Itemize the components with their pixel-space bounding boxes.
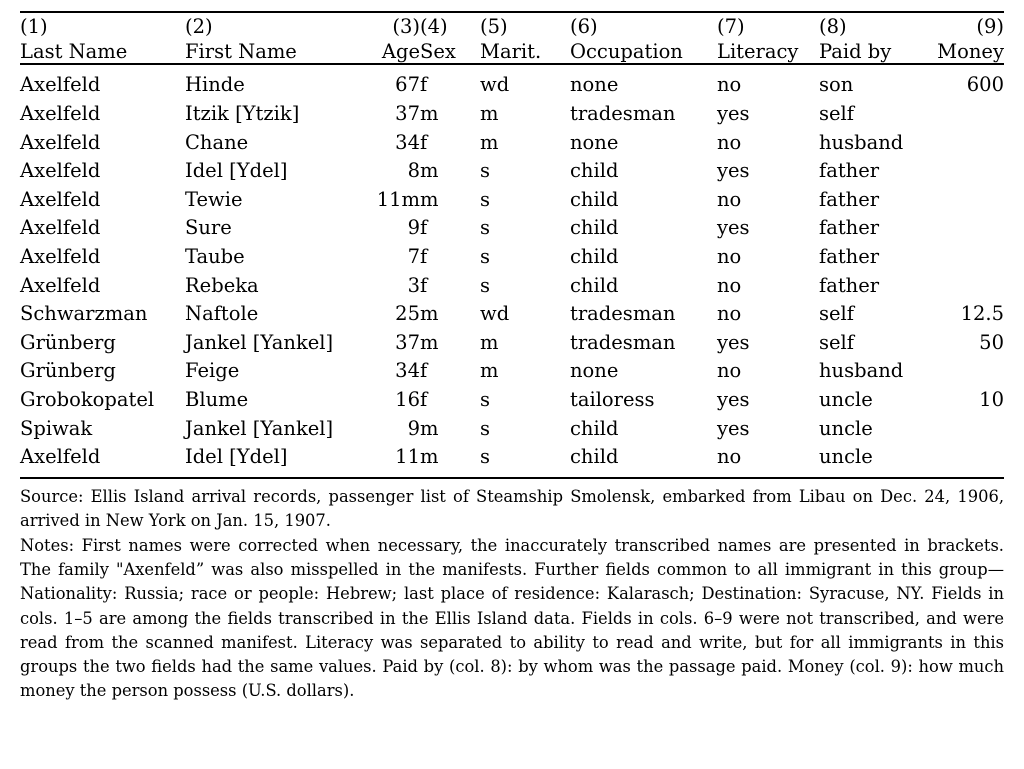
cell-sex: m — [420, 187, 439, 211]
cell-age: 37 — [395, 330, 420, 354]
table-bottom-rule — [20, 477, 1004, 479]
cell-occupation: child — [570, 159, 619, 183]
cell-occupation: child — [570, 216, 619, 240]
cell-first-name: Naftole — [185, 302, 259, 326]
cell-money — [922, 100, 1004, 129]
cell-paid-by: self — [819, 330, 855, 354]
cell-marital: s — [480, 387, 491, 411]
cell-sex: f — [420, 216, 428, 240]
cell-sex: f — [420, 359, 428, 383]
cell-literacy: no — [717, 445, 742, 469]
column-number-5: (5) — [480, 15, 508, 39]
cell-paid-by: son — [819, 73, 854, 97]
cell-sex: f — [420, 273, 428, 297]
cell-last-name: Schwarzman — [20, 302, 148, 326]
column-header-last-name: Last Name — [20, 40, 128, 64]
cell-first-name: Blume — [185, 387, 249, 411]
cell-last-name: Axelfeld — [20, 216, 101, 240]
cell-last-name: Axelfeld — [20, 445, 101, 469]
cell-paid-by: father — [819, 187, 880, 211]
column-header-literacy: Literacy — [717, 40, 799, 64]
cell-marital: m — [480, 330, 499, 354]
cell-age: 34 — [395, 359, 420, 383]
table-row — [20, 243, 1004, 272]
cell-first-name: Jankel [Yankel] — [185, 330, 334, 354]
cell-paid-by: self — [819, 101, 855, 125]
cell-money: 10 — [979, 387, 1004, 411]
cell-age: 34 — [395, 130, 420, 154]
cell-money — [922, 186, 1004, 215]
column-header-first-name: First Name — [185, 40, 297, 64]
cell-money: 12.5 — [960, 302, 1004, 326]
cell-age: 25 — [395, 302, 420, 326]
cell-occupation: tradesman — [570, 330, 676, 354]
cell-last-name: Axelfeld — [20, 101, 101, 125]
table-row — [20, 357, 1004, 386]
cell-marital: s — [480, 273, 491, 297]
cell-marital: m — [480, 101, 499, 125]
cell-age: 11 — [395, 445, 420, 469]
cell-sex: f — [420, 130, 428, 154]
cell-sex: f — [420, 73, 428, 97]
cell-age: 3 — [407, 273, 420, 297]
cell-paid-by: father — [819, 244, 880, 268]
cell-literacy: yes — [717, 101, 750, 125]
cell-occupation: tradesman — [570, 101, 676, 125]
column-number-1: (1) — [20, 15, 48, 39]
cell-last-name: Axelfeld — [20, 130, 101, 154]
cell-occupation: child — [570, 244, 619, 268]
cell-sex: m — [420, 101, 439, 125]
cell-marital: m — [480, 130, 499, 154]
cell-first-name: Sure — [185, 216, 232, 240]
cell-first-name: Chane — [185, 130, 249, 154]
cell-money: 600 — [966, 73, 1004, 97]
table-row — [20, 272, 1004, 301]
cell-occupation: none — [570, 130, 619, 154]
cell-first-name: Feige — [185, 359, 240, 383]
column-number-9: (9) — [976, 15, 1004, 39]
cell-sex: m — [420, 445, 439, 469]
cell-occupation: tradesman — [570, 302, 676, 326]
table-row — [20, 443, 1004, 477]
cell-sex: m — [420, 159, 439, 183]
cell-paid-by: husband — [819, 359, 904, 383]
cell-first-name: Taube — [185, 244, 245, 268]
cell-literacy: no — [717, 359, 742, 383]
cell-money — [922, 357, 1004, 386]
cell-money — [922, 415, 1004, 444]
table-row — [20, 186, 1004, 215]
cell-age: 9 — [407, 416, 420, 440]
cell-last-name: Spiwak — [20, 416, 93, 440]
cell-last-name: Grünberg — [20, 359, 116, 383]
cell-occupation: none — [570, 359, 619, 383]
table-row — [20, 157, 1004, 186]
cell-last-name: Grobokopatel — [20, 387, 155, 411]
cell-first-name: Hinde — [185, 73, 245, 97]
table-row — [20, 300, 1004, 329]
table-row — [20, 100, 1004, 129]
cell-occupation: child — [570, 445, 619, 469]
cell-marital: s — [480, 159, 491, 183]
cell-paid-by: uncle — [819, 445, 873, 469]
cell-last-name: Axelfeld — [20, 187, 101, 211]
cell-literacy: no — [717, 244, 742, 268]
table-body — [20, 65, 1004, 476]
cell-literacy: yes — [717, 159, 750, 183]
cell-age: 9 — [407, 216, 420, 240]
table-row — [20, 415, 1004, 444]
cell-paid-by: father — [819, 159, 880, 183]
column-number-4: (4) — [420, 15, 448, 39]
cell-first-name: Tewie — [185, 187, 243, 211]
cell-occupation: child — [570, 273, 619, 297]
cell-first-name: Itzik [Ytzik] — [185, 101, 300, 125]
cell-marital: s — [480, 216, 491, 240]
cell-sex: f — [420, 244, 428, 268]
cell-literacy: no — [717, 302, 742, 326]
cell-last-name: Axelfeld — [20, 73, 101, 97]
cell-last-name: Grünberg — [20, 330, 116, 354]
cell-literacy: no — [717, 187, 742, 211]
cell-marital: s — [480, 244, 491, 268]
column-number-7: (7) — [717, 15, 745, 39]
column-number-row — [20, 13, 1004, 40]
cell-last-name: Axelfeld — [20, 244, 101, 268]
column-header-marital: Marit. — [480, 40, 542, 64]
column-number-6: (6) — [570, 15, 598, 39]
table-notes — [20, 485, 1004, 704]
cell-marital: s — [480, 416, 491, 440]
cell-sex: m — [420, 302, 439, 326]
cell-money: 50 — [979, 330, 1004, 354]
cell-literacy: yes — [717, 330, 750, 354]
cell-age: 8 — [407, 159, 420, 183]
cell-first-name: Rebeka — [185, 273, 259, 297]
cell-age: 67 — [395, 73, 420, 97]
table-row — [20, 65, 1004, 100]
column-number-3: (3) — [392, 15, 420, 39]
column-header-row — [20, 40, 1004, 63]
cell-age: 7 — [407, 244, 420, 268]
column-number-2: (2) — [185, 15, 213, 39]
cell-age: 11m — [376, 187, 420, 211]
cell-paid-by: uncle — [819, 387, 873, 411]
table-row — [20, 386, 1004, 415]
cell-age: 37 — [395, 101, 420, 125]
cell-money — [922, 214, 1004, 243]
cell-occupation: tailoress — [570, 387, 655, 411]
cell-money — [922, 243, 1004, 272]
cell-money — [922, 157, 1004, 186]
cell-literacy: no — [717, 130, 742, 154]
column-header-occupation: Occupation — [570, 40, 683, 64]
notes-body: Notes: First names were corrected when necessary, the inaccurately transcribed names are presented in brackets. The family "Axenfeld” was also misspelled in the manifests. Further fields common to all immigrant in this group—Nationality: Russia; race or people: Hebrew; last place of residence: Kalarasch; Destination: Syracuse, NY. Fields in cols. 1–5 are among the fields transcribed in the Ellis Island data. Fields in cols. 6–9 were not transcribed, and were read from the scanned manifest. Literacy was separated to ability to read and write, but for all immigrants in this groups the two fields had the same values. Paid by (col. 8): by whom was the passage paid. Money (col. 9): how much money the person possess (U.S. dollars). — [20, 535, 1004, 701]
cell-age: 16 — [395, 387, 420, 411]
cell-first-name: Jankel [Yankel] — [185, 416, 334, 440]
cell-first-name: Idel [Ydel] — [185, 445, 288, 469]
cell-marital: s — [480, 445, 491, 469]
cell-paid-by: self — [819, 302, 855, 326]
cell-last-name: Axelfeld — [20, 273, 101, 297]
cell-occupation: none — [570, 73, 619, 97]
column-header-money: Money — [937, 40, 1004, 64]
cell-paid-by: husband — [819, 130, 904, 154]
cell-sex: m — [420, 330, 439, 354]
cell-last-name: Axelfeld — [20, 159, 101, 183]
column-number-8: (8) — [819, 15, 847, 39]
column-header-age: Age — [381, 40, 420, 64]
table-row — [20, 214, 1004, 243]
cell-sex: f — [420, 387, 428, 411]
immigrant-records-body-table — [20, 65, 1004, 476]
cell-literacy: yes — [717, 416, 750, 440]
table-row — [20, 329, 1004, 358]
cell-literacy: no — [717, 273, 742, 297]
cell-money — [922, 129, 1004, 158]
cell-money — [922, 443, 1004, 477]
notes-source: Source: Ellis Island arrival records, passenger list of Steamship Smolensk, embarked from Libau on Dec. 24, 1906, arrived in New York on Jan. 15, 1907. — [20, 487, 1004, 531]
cell-literacy: yes — [717, 387, 750, 411]
cell-marital: wd — [480, 73, 510, 97]
cell-paid-by: father — [819, 216, 880, 240]
table-page — [0, 11, 1024, 769]
immigrant-records-table — [20, 13, 1004, 63]
cell-occupation: child — [570, 416, 619, 440]
cell-marital: m — [480, 359, 499, 383]
cell-marital: wd — [480, 302, 510, 326]
cell-first-name: Idel [Ydel] — [185, 159, 288, 183]
table-row — [20, 129, 1004, 158]
cell-paid-by: father — [819, 273, 880, 297]
cell-money — [922, 272, 1004, 301]
cell-literacy: no — [717, 73, 742, 97]
cell-marital: s — [480, 187, 491, 211]
cell-literacy: yes — [717, 216, 750, 240]
column-header-paid-by: Paid by — [819, 40, 892, 64]
cell-paid-by: uncle — [819, 416, 873, 440]
column-header-sex: Sex — [420, 40, 456, 64]
cell-sex: m — [420, 416, 439, 440]
table-header — [20, 13, 1004, 63]
cell-occupation: child — [570, 187, 619, 211]
